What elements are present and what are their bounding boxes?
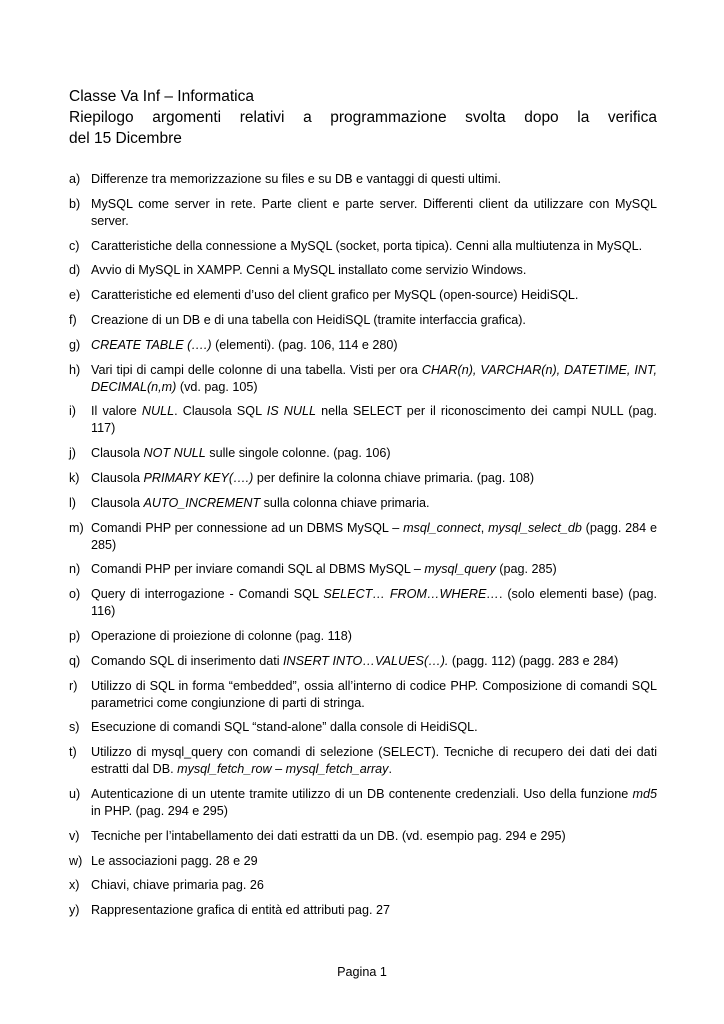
list-item-text (91, 312, 657, 329)
list-item (69, 262, 657, 279)
list-item-marker: t) (69, 745, 77, 760)
text-segment: Comando SQL di inserimento dati (91, 653, 284, 668)
list-item (69, 495, 657, 512)
code-term: msql_connect (403, 520, 481, 535)
list-item (69, 312, 657, 329)
list-item-text (91, 520, 657, 554)
text-segment: sulle singole colonne. (pag. 106) (205, 446, 391, 461)
list-item-text (91, 561, 657, 578)
code-term: CHAR(n), VARCHAR(n), DATETIME, INT, DECIMAL(n,m) (91, 362, 657, 394)
text-segment: nella SELECT per il riconoscimento dei campi NULL (pag. 117) (91, 404, 657, 436)
list-item (69, 287, 657, 304)
text-segment: (pag. 285) (495, 562, 557, 577)
list-item (69, 678, 657, 712)
text-segment: (pagg. 284 e 285) (91, 520, 657, 552)
list-item-text (91, 337, 657, 354)
code-term: AUTO_INCREMENT (143, 495, 261, 510)
list-item-text (91, 287, 657, 304)
text-segment: , (480, 520, 489, 535)
list-item-text (91, 828, 657, 845)
list-item-marker: j) (69, 446, 76, 461)
list-item (69, 171, 657, 188)
text-segment: . (solo elementi base) (pag. 116) (91, 587, 657, 619)
text-segment: Creazione di un DB e di una tabella con HeidiSQL (tramite interfaccia grafica). (91, 312, 526, 327)
text-segment: in PHP. (pag. 294 e 295) (91, 803, 228, 818)
heading-class-line: Classe Va Inf – Informatica (69, 88, 254, 105)
code-term: SELECT… FROM…WHERE… (323, 587, 499, 602)
text-segment: . (388, 762, 392, 777)
text-segment: . Clausola SQL (174, 404, 267, 419)
list-item-marker: y) (69, 903, 80, 918)
list-item-marker: r) (69, 678, 78, 693)
list-item (69, 337, 657, 354)
code-term: md5 (632, 786, 657, 801)
list-item-text (91, 653, 657, 670)
list-item-marker: w) (69, 853, 83, 868)
text-segment: per definire la colonna chiave primaria. (pag. 108) (253, 470, 535, 485)
text-segment: Rappresentazione grafica di entità ed attributi pag. 27 (91, 903, 390, 918)
list-item-marker: n) (69, 562, 81, 577)
text-segment: sulla colonna chiave primaria. (260, 495, 430, 510)
list-item-marker: v) (69, 828, 80, 843)
list-item-text (91, 445, 657, 462)
text-segment: (vd. pag. 105) (176, 379, 258, 394)
list-item-text (91, 877, 657, 894)
list-item-marker: g) (69, 337, 81, 352)
text-segment: Esecuzione di comandi SQL “stand-alone” dalla console di HeidiSQL. (91, 720, 478, 735)
code-term: mysql_query (424, 562, 496, 577)
text-segment: Caratteristiche ed elementi d’uso del client grafico per MySQL (open-source) HeidiSQL. (91, 288, 579, 303)
list-item-text (91, 403, 657, 437)
topic-list (69, 171, 657, 927)
list-item-text (91, 470, 657, 487)
list-item-text (91, 902, 657, 919)
text-segment: Clausola (91, 446, 144, 461)
text-segment: Differenze tra memorizzazione su files e su DB e vantaggi di questi ultimi. (91, 172, 501, 186)
list-item-text (91, 196, 657, 230)
list-item (69, 719, 657, 736)
text-segment: MySQL come server in rete. Parte client e parte server. Differenti client da utilizzare con MySQL server. (91, 196, 657, 228)
list-item-marker: u) (69, 786, 81, 801)
list-item-marker: s) (69, 720, 80, 735)
list-item (69, 196, 657, 230)
code-term: PRIMARY KEY(….) (143, 470, 254, 485)
text-segment: Autenticazione di un utente tramite utilizzo di un DB contenente credenziali. Uso della funzione (91, 786, 633, 801)
heading-summary-line: Riepilogo argomenti relativi a programmazione svolta dopo la verifica (69, 109, 657, 126)
list-item (69, 653, 657, 670)
text-segment: Caratteristiche della connessione a MySQL (socket, porta tipica). Cenni alla multiutenza in MySQL. (91, 238, 643, 253)
code-term: NOT NULL (143, 446, 206, 461)
list-item (69, 853, 657, 870)
list-item-text (91, 586, 657, 620)
text-segment: Chiavi, chiave primaria pag. 26 (91, 878, 264, 893)
text-segment: Le associazioni pagg. 28 e 29 (91, 853, 258, 868)
code-term: NULL (141, 404, 175, 419)
text-segment: Utilizzo di SQL in forma “embedded”, ossia all’interno di codice PHP. Composizione di comandi SQL parametrici come congiunzione di parti di stringa. (91, 678, 657, 710)
heading-date-line: del 15 Dicembre (69, 130, 182, 147)
list-item-text (91, 171, 657, 188)
code-term: mysql_select_db (488, 520, 582, 535)
list-item-text (91, 719, 657, 736)
list-item (69, 561, 657, 578)
list-item (69, 628, 657, 645)
list-item (69, 744, 657, 778)
list-item (69, 902, 657, 919)
list-item (69, 586, 657, 620)
list-item (69, 470, 657, 487)
document-heading (69, 86, 657, 149)
list-item-marker: d) (69, 263, 81, 278)
list-item-text (91, 262, 657, 279)
list-item (69, 403, 657, 437)
list-item (69, 445, 657, 462)
text-segment: Comandi PHP per inviare comandi SQL al DBMS MySQL – (91, 562, 425, 577)
list-item-marker: f) (69, 312, 77, 327)
list-item (69, 786, 657, 820)
text-segment: (elementi). (pag. 106, 114 e 280) (211, 337, 398, 352)
text-segment: Vari tipi di campi delle colonne di una tabella. Visti per ora (91, 362, 422, 377)
list-item-text (91, 362, 657, 396)
list-item-marker: a) (69, 172, 81, 186)
code-term: CREATE TABLE (….) (91, 337, 212, 352)
list-item (69, 238, 657, 255)
text-segment: Operazione di proiezione di colonne (pag. 118) (91, 628, 352, 643)
list-item-marker: p) (69, 628, 81, 643)
text-segment: Comandi PHP per connessione ad un DBMS MySQL – (91, 520, 404, 535)
text-segment: Query di interrogazione - Comandi SQL (91, 587, 324, 602)
list-item-marker: x) (69, 878, 80, 893)
list-item-marker: c) (69, 238, 80, 253)
list-item-text (91, 786, 657, 820)
code-term: mysql_fetch_row – mysql_fetch_array (177, 762, 389, 777)
text-segment: Il valore (91, 404, 142, 419)
list-item (69, 877, 657, 894)
text-segment: Clausola (91, 495, 144, 510)
list-item-marker: h) (69, 362, 81, 377)
list-item-text (91, 744, 657, 778)
list-item-marker: l) (69, 495, 76, 510)
list-item-text (91, 678, 657, 712)
list-item-marker: b) (69, 196, 81, 211)
code-term: IS NULL (266, 404, 317, 419)
list-item-marker: k) (69, 470, 80, 485)
text-segment: (pagg. 112) (pagg. 283 e 284) (448, 653, 619, 668)
list-item (69, 828, 657, 845)
text-segment: Tecniche per l’intabellamento dei dati estratti da un DB. (vd. esempio pag. 294 e 295) (91, 828, 566, 843)
code-term: INSERT INTO…VALUES(…). (283, 653, 449, 668)
text-segment: Utilizzo di mysql_query con comandi di selezione (SELECT). Tecniche di recupero dei dati dei dati estratti dal DB. (91, 745, 657, 777)
page-number: Pagina 1 (337, 965, 387, 979)
text-segment: Avvio di MySQL in XAMPP. Cenni a MySQL installato come servizio Windows. (91, 263, 527, 278)
list-item-marker: q) (69, 653, 81, 668)
text-segment: Clausola (91, 470, 144, 485)
list-item-marker: i) (69, 404, 76, 419)
list-item-text (91, 853, 657, 870)
list-item-marker: m) (69, 520, 84, 535)
list-item-text (91, 495, 657, 512)
list-item-marker: o) (69, 587, 81, 602)
list-item (69, 362, 657, 396)
list-item-text (91, 628, 657, 645)
list-item (69, 520, 657, 554)
list-item-marker: e) (69, 288, 81, 303)
list-item-text (91, 238, 657, 255)
